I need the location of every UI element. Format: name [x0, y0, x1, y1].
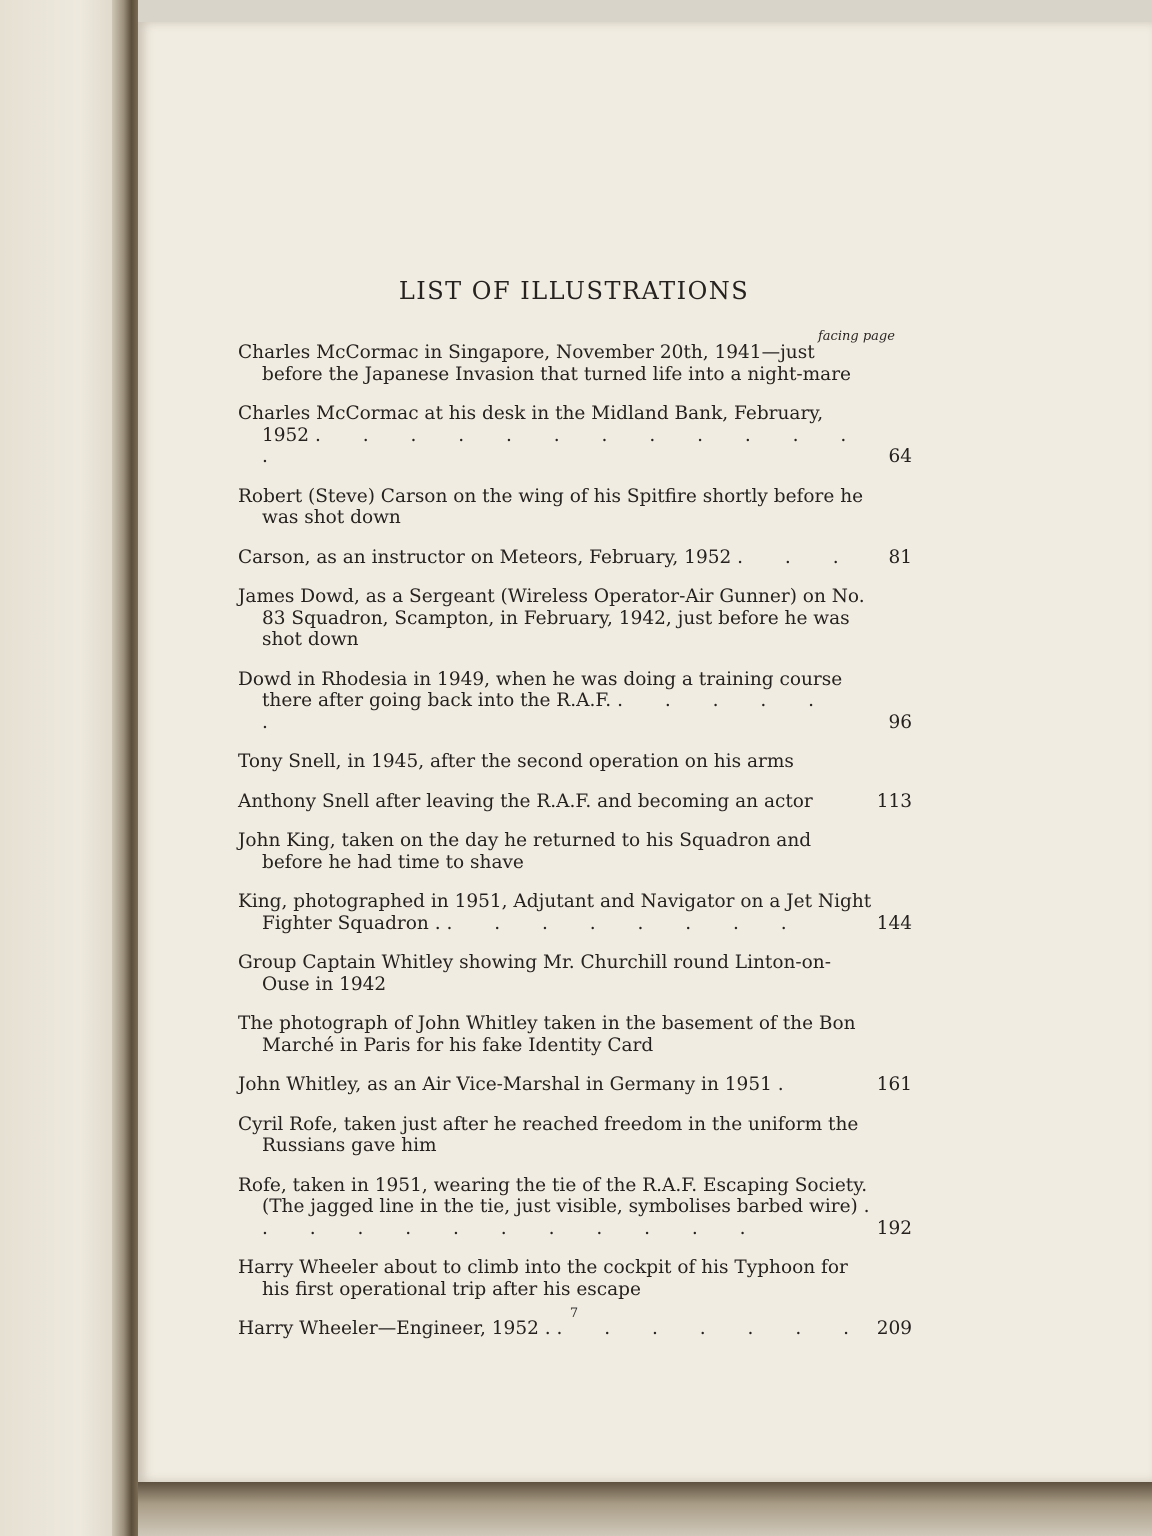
page-number: 7 — [569, 1306, 579, 1321]
illustration-entry — [238, 751, 918, 773]
illustration-caption — [238, 1114, 874, 1157]
caption-text: Rofe, taken in 1951, wearing the tie of the R.A.F. Escaping Society. (The jagged line in the tie, just visible, symbolises barbed wire) . — [238, 1174, 870, 1217]
illustration-caption — [238, 891, 874, 934]
illustration-caption — [238, 486, 874, 529]
illustration-caption — [238, 586, 874, 651]
facing-page-number: 161 — [876, 1074, 912, 1095]
page-title: LIST OF ILLUSTRATIONS — [398, 277, 750, 305]
dot-leader: . — [777, 1074, 802, 1095]
caption-text: Group Captain Whitley showing Mr. Churchill round Linton-on-Ouse in 1942 — [238, 952, 831, 995]
caption-text: Harry Wheeler about to climb into the cockpit of his Typhoon for his first operational trip after his escape — [238, 1257, 848, 1300]
facing-page-column-header: facing page — [818, 329, 895, 344]
caption-text: Robert (Steve) Carson on the wing of his Spitfire shortly before he was shot down — [238, 485, 864, 528]
caption-text: Anthony Snell after leaving the R.A.F. and becoming an actor — [238, 790, 813, 812]
facing-page-number: 113 — [876, 790, 912, 812]
caption-text: Dowd in Rhodesia in 1949, when he was doing a training course there after going back into the R.A.F. — [238, 668, 843, 711]
facing-page-number: 81 — [888, 546, 912, 568]
dot-leader: . . . . . . . . . . . — [262, 1217, 764, 1239]
illustration-entry — [238, 403, 918, 468]
illustration-entry — [238, 342, 918, 385]
illustration-entry — [238, 586, 918, 651]
illustration-caption — [238, 952, 874, 995]
caption-text: Harry Wheeler—Engineer, 1952 . — [238, 1318, 551, 1339]
caption-text: Cyril Rofe, taken just after he reached freedom in the uniform the Russians gave him — [238, 1113, 859, 1156]
illustration-entry — [238, 1318, 918, 1340]
caption-text: Charles McCormac in Singapore, November 20th, 1941—just before the Japanese Invasion that turned life into a night-mare — [238, 342, 851, 385]
illustration-caption — [238, 1175, 874, 1240]
caption-text: James Dowd, as a Sergeant (Wireless Operator-Air Gunner) on No. 83 Squadron, Scampton, in February, 1942, just before he was shot down — [238, 586, 865, 650]
caption-text: The photograph of John Whitley taken in the basement of the Bon Marché in Paris for his fake Identity Card — [238, 1013, 856, 1056]
illustration-caption — [238, 1257, 874, 1300]
illustration-caption — [238, 791, 874, 813]
illustrations-list — [238, 342, 918, 1358]
illustration-caption — [238, 751, 874, 773]
illustration-entry — [238, 952, 918, 995]
illustration-caption — [238, 1074, 874, 1096]
illustration-entry — [238, 791, 918, 813]
illustration-entry — [238, 1074, 918, 1096]
illustration-entry — [238, 486, 918, 529]
dot-leader: . . . — [737, 546, 857, 568]
caption-text: John King, taken on the day he returned to his Squadron and before he had time to shave — [238, 830, 812, 873]
facing-page-number: 209 — [876, 1318, 912, 1339]
caption-text: Tony Snell, in 1945, after the second operation on his arms — [238, 751, 794, 772]
dot-leader: . . . . . . . . . . . . . — [262, 424, 865, 467]
dot-leader: . . . . . . . . — [446, 912, 805, 934]
illustration-caption — [238, 342, 874, 385]
caption-text: John Whitley, as an Air Vice-Marshal in Germany in 1951 — [238, 1074, 772, 1095]
illustration-caption — [238, 403, 874, 468]
illustration-entry — [238, 669, 918, 734]
facing-page-number: 144 — [876, 912, 912, 934]
dot-leader: . . . . . . . — [556, 1318, 867, 1339]
caption-text: Carson, as an instructor on Meteors, February, 1952 — [238, 546, 732, 568]
facing-page-number: 96 — [888, 711, 912, 733]
illustration-entry — [238, 1114, 918, 1157]
illustration-entry — [238, 1175, 918, 1240]
illustration-caption — [238, 547, 874, 569]
illustration-entry — [238, 1257, 918, 1300]
facing-page-number: 64 — [888, 446, 912, 467]
dot-leader: . . . . . . — [262, 690, 832, 733]
caption-text: Charles McCormac at his desk in the Midland Bank, February, 1952 — [238, 403, 824, 446]
caption-text: King, photographed in 1951, Adjutant and Navigator on a Jet Night Fighter Squadron . — [238, 891, 872, 934]
illustration-entry — [238, 547, 918, 569]
illustration-caption — [238, 669, 874, 734]
illustration-caption — [238, 1318, 874, 1340]
illustration-entry — [238, 830, 918, 873]
facing-page-number: 192 — [876, 1217, 912, 1239]
illustration-caption — [238, 830, 874, 873]
illustration-entry — [238, 891, 918, 934]
page-bottom-edge — [138, 1482, 1152, 1536]
illustration-caption — [238, 1013, 874, 1056]
illustration-entry — [238, 1013, 918, 1056]
